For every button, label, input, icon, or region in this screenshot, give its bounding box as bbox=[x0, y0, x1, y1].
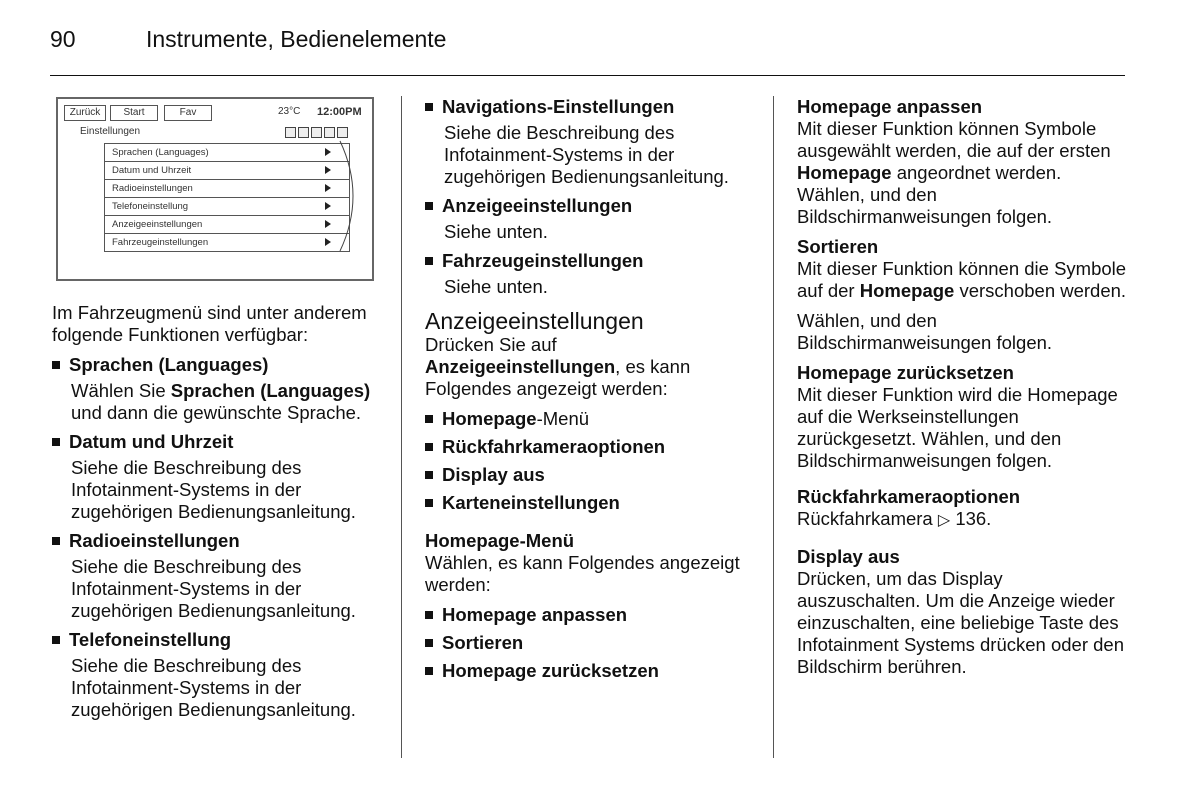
text: , es kann Folgendes angezeigt werden: bbox=[425, 356, 691, 399]
bullet-icon bbox=[425, 415, 433, 423]
menu-title: Einstellungen bbox=[80, 126, 141, 137]
list-item bbox=[425, 408, 750, 430]
item-title: Display aus bbox=[442, 464, 545, 485]
page-header bbox=[50, 26, 446, 53]
infotainment-screen-figure bbox=[56, 97, 374, 281]
page-reference[interactable]: 136. bbox=[955, 508, 992, 529]
header-rule bbox=[50, 75, 1125, 76]
arrow-right-icon bbox=[325, 202, 331, 210]
text-bold: Homepage bbox=[859, 280, 955, 301]
bullet-icon bbox=[425, 499, 433, 507]
menu-item-label: Fahrzeugeinstellungen bbox=[112, 237, 209, 248]
back-button[interactable]: Zurück bbox=[64, 105, 106, 121]
list-item bbox=[425, 660, 750, 682]
column-1 bbox=[52, 302, 374, 728]
item-title: Telefoneinstellung bbox=[69, 629, 232, 650]
item-title: Karteneinstellungen bbox=[442, 492, 620, 513]
status-icons bbox=[285, 127, 350, 138]
item-desc: Siehe die Beschreibung des Infotainment-Systems in der zugehörigen Bedienungsanleitung. bbox=[71, 556, 356, 621]
bullet-icon bbox=[425, 611, 433, 619]
arrow-right-icon bbox=[325, 184, 331, 192]
list-item bbox=[425, 436, 750, 458]
desc-text: Wählen Sie bbox=[71, 380, 171, 401]
text: Mit dieser Funktion können Symbole ausgewählt werden, die auf der ersten bbox=[797, 118, 1111, 161]
phone-icon bbox=[324, 127, 335, 138]
status-icon bbox=[285, 127, 296, 138]
section-heading: Anzeigeeinstellungen bbox=[425, 308, 644, 334]
item-title: Datum und Uhrzeit bbox=[69, 431, 234, 452]
list-item bbox=[425, 464, 750, 486]
bullet-icon bbox=[425, 202, 433, 210]
page-number: 90 bbox=[50, 26, 76, 52]
start-button[interactable]: Start bbox=[110, 105, 158, 121]
item-desc: Siehe die Beschreibung des Infotainment-Systems in der zugehörigen Bedienungsanleitung. bbox=[444, 122, 729, 187]
paragraph: Mit dieser Funktion wird die Homepage auf die Werkseinstellungen zurückgesetzt. Wählen, und den Bildschirmanweisungen folgen. bbox=[797, 384, 1118, 471]
list-item bbox=[52, 629, 374, 651]
list-item bbox=[425, 195, 750, 217]
text-bold: Homepage bbox=[797, 162, 892, 183]
text: Drücken Sie auf bbox=[425, 334, 557, 355]
item-title: Anzeigeeinstellungen bbox=[442, 195, 633, 216]
list-item bbox=[425, 632, 750, 654]
desc-text: und dann die gewünschte Sprache. bbox=[71, 402, 362, 423]
subsection-intro: Wählen, es kann Folgendes angezeigt werden: bbox=[425, 552, 740, 595]
item-title: Homepage anpassen bbox=[442, 604, 628, 625]
menu-item-label: Anzeigeeinstellungen bbox=[112, 219, 203, 230]
item-suffix: -Menü bbox=[536, 408, 590, 429]
list-item bbox=[52, 530, 374, 552]
item-title: Sprachen (Languages) bbox=[69, 354, 269, 375]
column-divider bbox=[773, 96, 774, 758]
text: verschoben werden. bbox=[954, 280, 1127, 301]
arrow-right-icon bbox=[325, 220, 331, 228]
item-title: Fahrzeugeinstellungen bbox=[442, 250, 644, 271]
bullet-icon bbox=[425, 471, 433, 479]
arrow-right-icon bbox=[325, 166, 331, 174]
column-divider bbox=[401, 96, 402, 758]
column-2 bbox=[425, 96, 750, 686]
bullet-icon bbox=[425, 639, 433, 647]
settings-menu bbox=[104, 143, 350, 252]
list-item bbox=[425, 604, 750, 626]
page-title: Instrumente, Bedienelemente bbox=[146, 26, 447, 52]
menu-item-display[interactable] bbox=[104, 216, 350, 234]
item-title: Rückfahrkameraoptionen bbox=[442, 436, 666, 457]
text: Mit dieser Funktion können die Symbole auf der bbox=[797, 258, 1127, 301]
fav-button[interactable]: Fav bbox=[164, 105, 212, 121]
bullet-icon bbox=[52, 438, 60, 446]
item-desc: Siehe die Beschreibung des Infotainment-Systems in der zugehörigen Bedienungsanleitung. bbox=[71, 457, 356, 522]
text: Rückfahrkamera bbox=[797, 508, 933, 529]
heading-rueckfahrkamera: Rückfahrkameraoptionen bbox=[797, 486, 1021, 507]
paragraph bbox=[797, 508, 1127, 532]
item-desc: Siehe unten. bbox=[444, 276, 548, 297]
clock: 12:00PM bbox=[317, 106, 362, 118]
menu-item-label: Datum und Uhrzeit bbox=[112, 165, 192, 176]
menu-item-phone[interactable] bbox=[104, 198, 350, 216]
menu-item-languages[interactable] bbox=[104, 143, 350, 162]
heading-sortieren: Sortieren bbox=[797, 236, 879, 257]
menu-item-vehicle[interactable] bbox=[104, 234, 350, 252]
menu-item-label: Radioeinstellungen bbox=[112, 183, 193, 194]
intro-text: Im Fahrzeugmenü sind unter anderem folgende Funktionen verfügbar: bbox=[52, 302, 367, 345]
item-desc: Siehe die Beschreibung des Infotainment-Systems in der zugehörigen Bedienungsanleitung. bbox=[71, 655, 356, 720]
bullet-icon bbox=[425, 103, 433, 111]
page-reference-icon: ▷ bbox=[937, 512, 951, 529]
heading-display-aus: Display aus bbox=[797, 546, 900, 567]
item-title: Navigations-Einstellungen bbox=[442, 96, 675, 117]
text: angeordnet werden. Wählen, und den Bildschirmanweisungen folgen. bbox=[797, 162, 1062, 227]
list-item bbox=[52, 431, 374, 453]
menu-item-label: Telefoneinstellung bbox=[112, 201, 189, 212]
paragraph: Wählen, und den Bildschirmanweisungen folgen. bbox=[797, 310, 1053, 353]
arrow-right-icon bbox=[325, 148, 331, 156]
text-bold: Anzeigeeinstellungen bbox=[425, 356, 616, 377]
temperature: 23°C bbox=[278, 106, 301, 117]
bullet-icon bbox=[425, 443, 433, 451]
list-item bbox=[52, 354, 374, 376]
item-title: Homepage zurücksetzen bbox=[442, 660, 659, 681]
list-item bbox=[425, 492, 750, 514]
bullet-icon bbox=[52, 537, 60, 545]
paragraph: Drücken, um das Display auszuschalten. Um die Anzeige wieder einzuschalten, eine beliebige Taste des Infotainment Systems drücken oder den Bildschirm berühren. bbox=[797, 568, 1125, 677]
scroll-curve bbox=[338, 139, 368, 254]
bullet-icon bbox=[425, 257, 433, 265]
paragraph bbox=[797, 258, 1127, 302]
bullet-icon bbox=[52, 361, 60, 369]
item-title: Sortieren bbox=[442, 632, 524, 653]
item-title: Radioeinstellungen bbox=[69, 530, 240, 551]
section-intro bbox=[425, 334, 750, 400]
menu-item-radio[interactable] bbox=[104, 180, 350, 198]
desc-bold: Sprachen (Languages) bbox=[170, 380, 371, 401]
arrow-right-icon bbox=[325, 238, 331, 246]
menu-item-label: Sprachen (Languages) bbox=[112, 147, 209, 158]
item-title: Homepage bbox=[442, 408, 537, 429]
list-item bbox=[425, 96, 750, 118]
heading-homepage-zuruecksetzen: Homepage zurücksetzen bbox=[797, 362, 1014, 383]
bullet-icon bbox=[52, 636, 60, 644]
paragraph bbox=[797, 118, 1127, 228]
list-item bbox=[425, 250, 750, 272]
status-icon bbox=[298, 127, 309, 138]
menu-item-date-time[interactable] bbox=[104, 162, 350, 180]
heading-homepage-anpassen: Homepage anpassen bbox=[797, 96, 983, 117]
item-desc bbox=[52, 380, 374, 424]
item-desc: Siehe unten. bbox=[444, 221, 548, 242]
bullet-icon bbox=[425, 667, 433, 675]
status-icon bbox=[311, 127, 322, 138]
column-3 bbox=[797, 96, 1127, 686]
status-icon bbox=[337, 127, 348, 138]
subsection-heading: Homepage-Menü bbox=[425, 530, 575, 551]
